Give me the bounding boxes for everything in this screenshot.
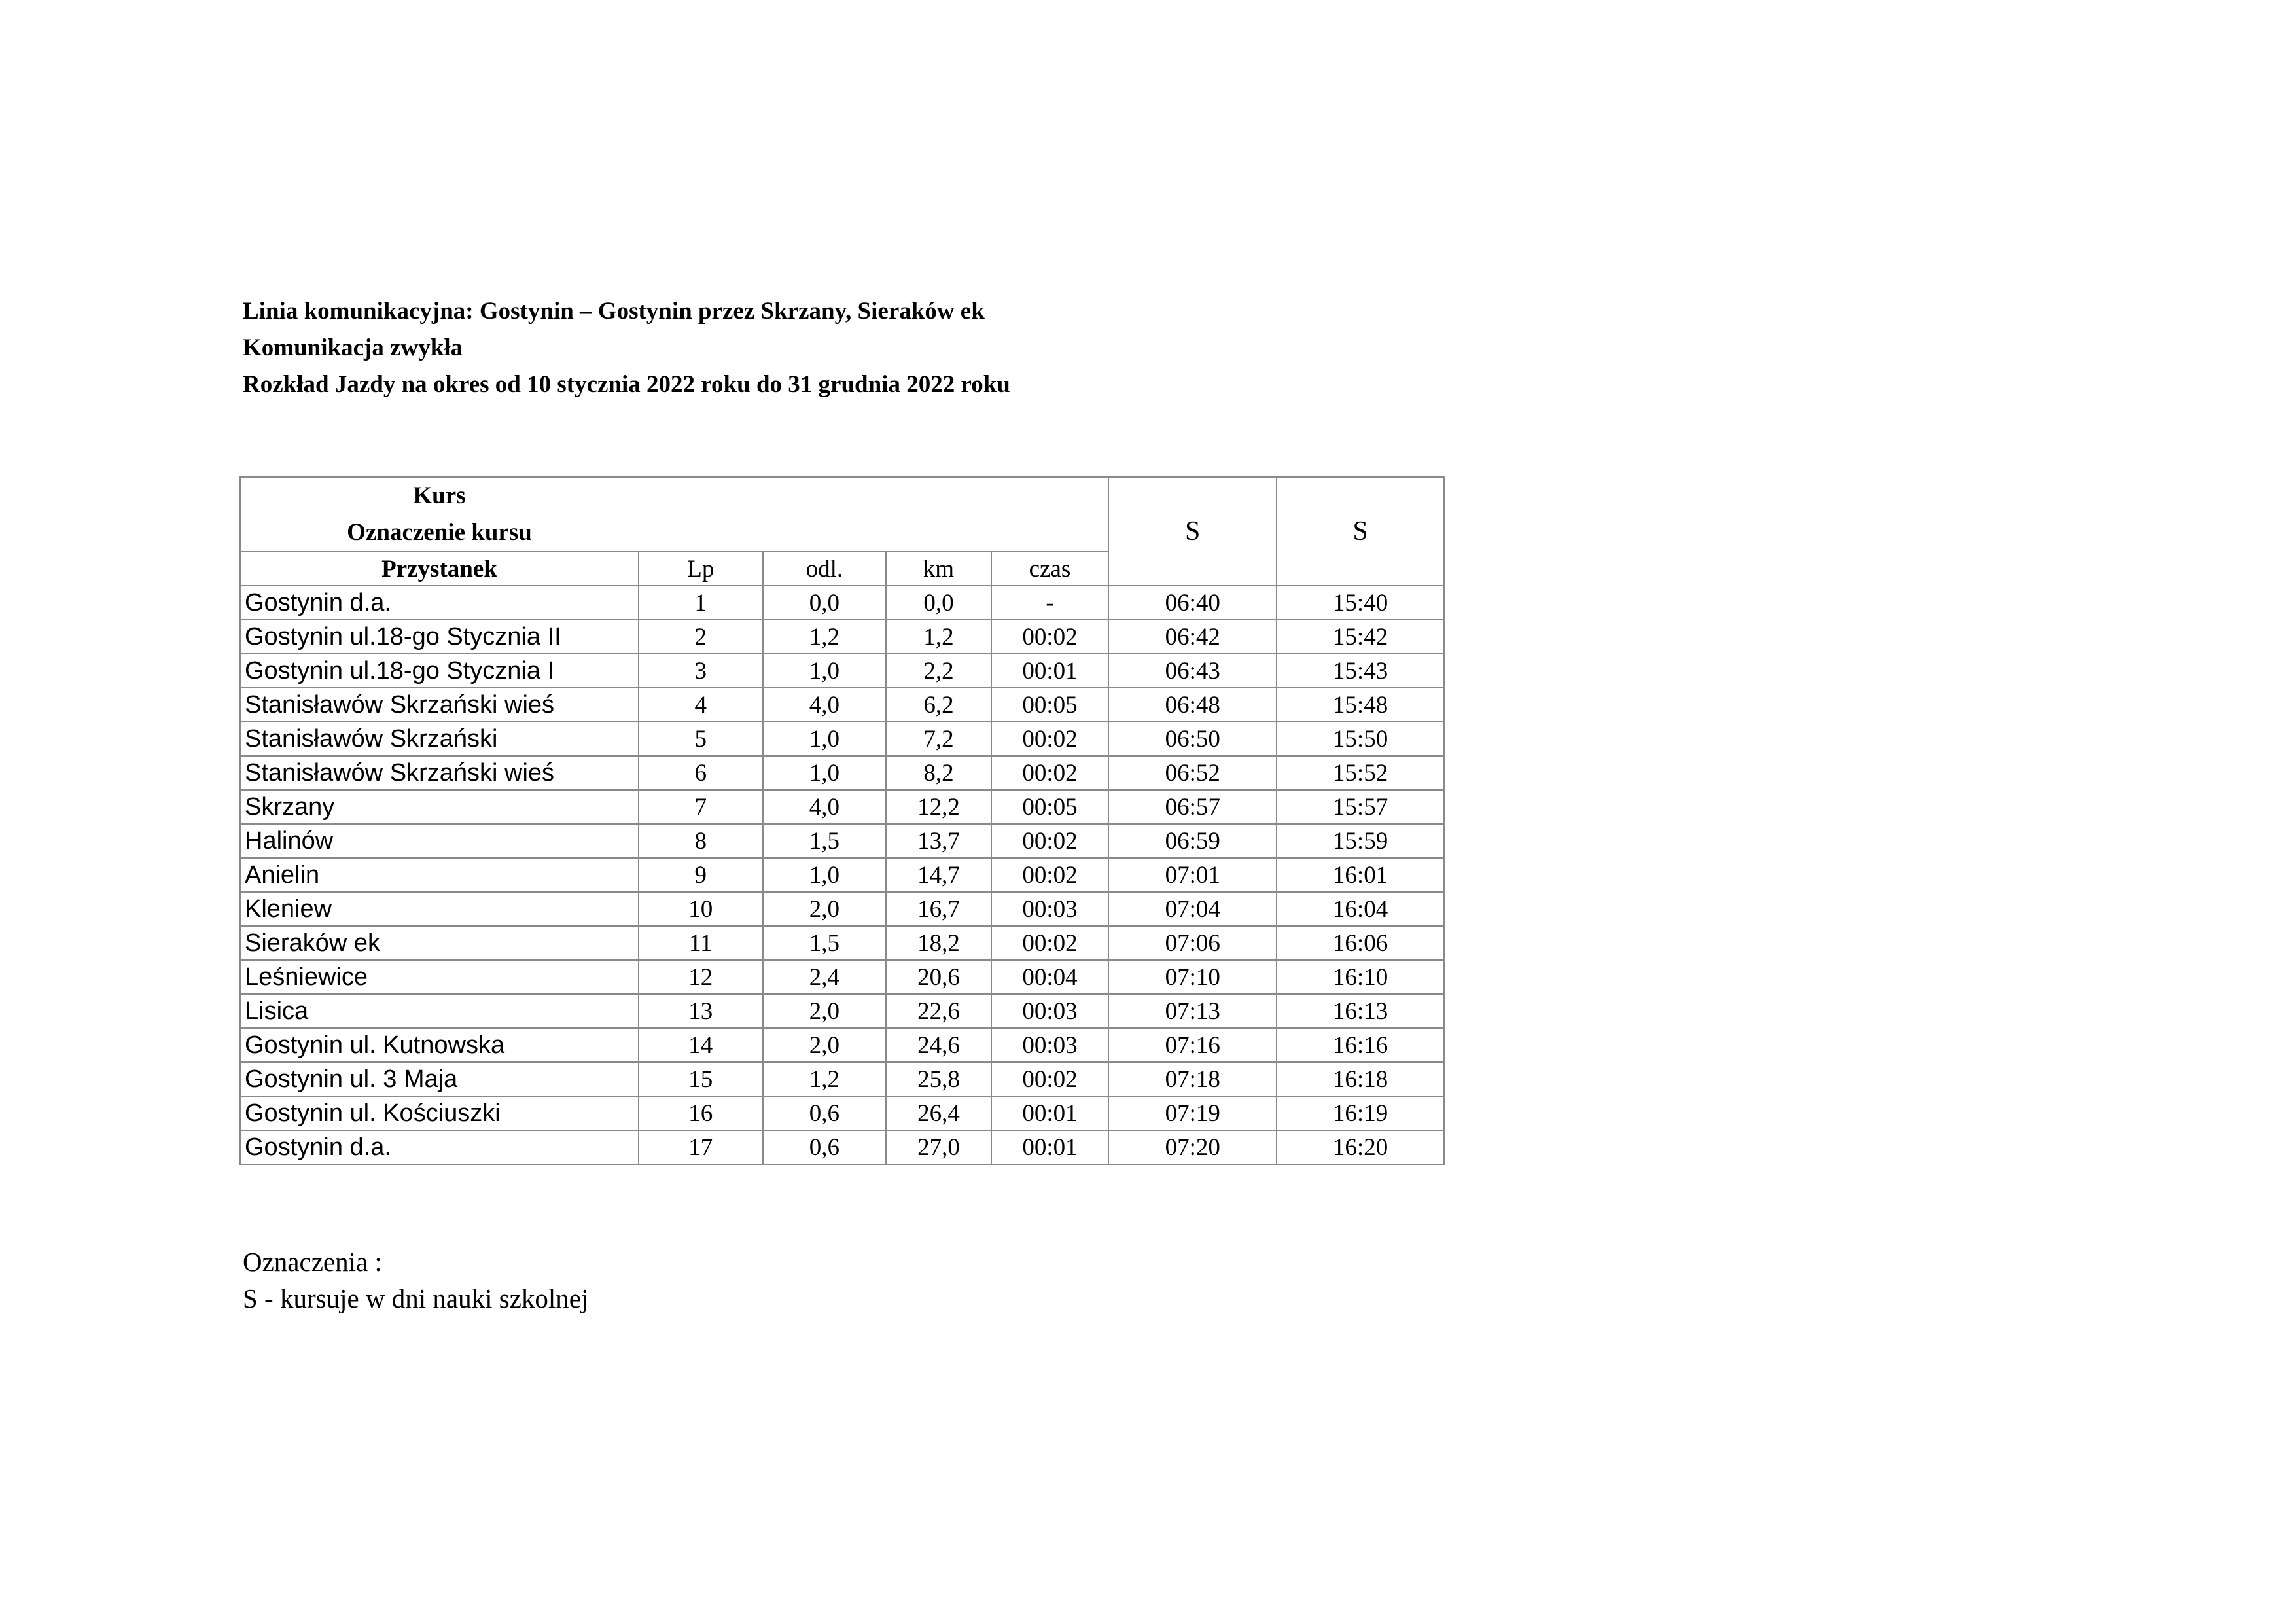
stop-name: Gostynin d.a. [240, 1130, 639, 1164]
stop-km: 7,2 [886, 722, 991, 756]
course-2-time: 16:16 [1277, 1028, 1444, 1062]
validity-period: Rozkład Jazdy na okres od 10 stycznia 2022 roku do 31 grudnia 2022 roku [243, 371, 1010, 398]
stop-lp: 7 [639, 790, 763, 824]
stop-name: Skrzany [240, 790, 639, 824]
stop-distance: 2,0 [763, 892, 887, 926]
stop-time-delta: 00:02 [991, 824, 1109, 858]
stop-lp: 15 [639, 1062, 763, 1096]
legend-item-s: S - kursuje w dni nauki szkolnej [243, 1283, 589, 1313]
stop-distance: 2,4 [763, 960, 887, 994]
stop-distance: 1,0 [763, 756, 887, 790]
course-2-time: 15:40 [1277, 586, 1444, 620]
stop-lp: 3 [639, 654, 763, 688]
kurs-label: Kurs [413, 482, 466, 509]
stop-km: 26,4 [886, 1096, 991, 1130]
stop-distance: 1,0 [763, 722, 887, 756]
course-2-time: 16:19 [1277, 1096, 1444, 1130]
stop-lp: 1 [639, 586, 763, 620]
table-row [240, 1130, 1444, 1164]
table-row [240, 722, 1444, 756]
stop-km: 2,2 [886, 654, 991, 688]
stop-time-delta: 00:01 [991, 654, 1109, 688]
stop-lp: 9 [639, 858, 763, 892]
course-2-time: 15:42 [1277, 620, 1444, 654]
table-row [240, 1062, 1444, 1096]
table-row [240, 926, 1444, 960]
stop-name: Leśniewice [240, 960, 639, 994]
stop-km: 27,0 [886, 1130, 991, 1164]
stop-time-delta: 00:02 [991, 620, 1109, 654]
oznaczenie-label: Oznaczenie kursu [347, 519, 532, 546]
course-1-time: 07:19 [1108, 1096, 1277, 1130]
course-2-time: 16:20 [1277, 1130, 1444, 1164]
table-row [240, 824, 1444, 858]
stop-km: 20,6 [886, 960, 991, 994]
course-1-time: 07:18 [1108, 1062, 1277, 1096]
stop-lp: 10 [639, 892, 763, 926]
table-row [240, 620, 1444, 654]
stop-distance: 1,5 [763, 926, 887, 960]
col-header-odl: odl. [763, 552, 887, 586]
course-1-time: 06:43 [1108, 654, 1277, 688]
stop-lp: 17 [639, 1130, 763, 1164]
stop-lp: 2 [639, 620, 763, 654]
stop-distance: 1,2 [763, 1062, 887, 1096]
course-1-time: 07:13 [1108, 994, 1277, 1028]
stop-time-delta: 00:02 [991, 1062, 1109, 1096]
stop-name: Sieraków ek [240, 926, 639, 960]
table-row [240, 858, 1444, 892]
stop-lp: 14 [639, 1028, 763, 1062]
stop-time-delta: 00:02 [991, 926, 1109, 960]
course-1-time: 07:06 [1108, 926, 1277, 960]
stop-km: 18,2 [886, 926, 991, 960]
document-header [243, 293, 1421, 403]
table-row [240, 756, 1444, 790]
stop-name: Stanisławów Skrzański [240, 722, 639, 756]
header-row-kurs [240, 477, 1444, 552]
table-row [240, 688, 1444, 722]
stop-distance: 1,0 [763, 858, 887, 892]
table-row [240, 586, 1444, 620]
stop-name: Kleniew [240, 892, 639, 926]
course-1-time: 06:40 [1108, 586, 1277, 620]
stop-time-delta: 00:02 [991, 722, 1109, 756]
course-2-time: 16:18 [1277, 1062, 1444, 1096]
stop-km: 12,2 [886, 790, 991, 824]
stop-name: Gostynin d.a. [240, 586, 639, 620]
kurs-header-cell [240, 477, 1108, 552]
course-2-time: 16:06 [1277, 926, 1444, 960]
table-row [240, 960, 1444, 994]
course-1-code: S [1108, 477, 1277, 586]
stop-lp: 6 [639, 756, 763, 790]
table-row [240, 790, 1444, 824]
table-row [240, 994, 1444, 1028]
course-2-time: 15:52 [1277, 756, 1444, 790]
stop-km: 25,8 [886, 1062, 991, 1096]
stop-km: 8,2 [886, 756, 991, 790]
course-1-time: 07:04 [1108, 892, 1277, 926]
stop-distance: 0,6 [763, 1130, 887, 1164]
stop-distance: 1,2 [763, 620, 887, 654]
stop-name: Halinów [240, 824, 639, 858]
course-1-time: 07:01 [1108, 858, 1277, 892]
stop-distance: 1,5 [763, 824, 887, 858]
course-1-time: 07:20 [1108, 1130, 1277, 1164]
stop-lp: 5 [639, 722, 763, 756]
stop-lp: 8 [639, 824, 763, 858]
stop-name: Gostynin ul. Kościuszki [240, 1096, 639, 1130]
stop-name: Gostynin ul. 3 Maja [240, 1062, 639, 1096]
course-1-time: 06:57 [1108, 790, 1277, 824]
course-1-time: 06:50 [1108, 722, 1277, 756]
course-2-time: 16:13 [1277, 994, 1444, 1028]
stop-distance: 2,0 [763, 994, 887, 1028]
stop-time-delta: 00:02 [991, 756, 1109, 790]
stop-time-delta: 00:03 [991, 892, 1109, 926]
stop-distance: 1,0 [763, 654, 887, 688]
stop-time-delta: 00:05 [991, 790, 1109, 824]
stop-lp: 13 [639, 994, 763, 1028]
col-header-lp: Lp [639, 552, 763, 586]
course-2-time: 15:43 [1277, 654, 1444, 688]
course-1-time: 06:52 [1108, 756, 1277, 790]
stop-km: 14,7 [886, 858, 991, 892]
stop-distance: 2,0 [763, 1028, 887, 1062]
stop-name: Stanisławów Skrzański wieś [240, 688, 639, 722]
stop-time-delta: 00:02 [991, 858, 1109, 892]
col-header-km: km [886, 552, 991, 586]
course-1-time: 07:16 [1108, 1028, 1277, 1062]
stop-lp: 11 [639, 926, 763, 960]
stop-distance: 0,6 [763, 1096, 887, 1130]
table-row [240, 1028, 1444, 1062]
course-2-time: 16:10 [1277, 960, 1444, 994]
stop-lp: 16 [639, 1096, 763, 1130]
course-2-time: 15:59 [1277, 824, 1444, 858]
course-2-time: 15:50 [1277, 722, 1444, 756]
course-1-time: 06:48 [1108, 688, 1277, 722]
stop-distance: 4,0 [763, 688, 887, 722]
timetable [239, 476, 1445, 1165]
stop-name: Gostynin ul.18-go Stycznia II [240, 620, 639, 654]
stop-km: 6,2 [886, 688, 991, 722]
table-row [240, 1096, 1444, 1130]
stop-time-delta: 00:04 [991, 960, 1109, 994]
table-row [240, 654, 1444, 688]
stop-time-delta: 00:01 [991, 1130, 1109, 1164]
table-row [240, 892, 1444, 926]
communication-type: Komunikacja zwykła [243, 334, 463, 361]
course-2-time: 15:57 [1277, 790, 1444, 824]
col-header-przystanek: Przystanek [240, 552, 639, 586]
course-1-time: 07:10 [1108, 960, 1277, 994]
stop-km: 1,2 [886, 620, 991, 654]
legend [243, 1243, 588, 1317]
stop-name: Lisica [240, 994, 639, 1028]
stop-name: Anielin [240, 858, 639, 892]
stop-time-delta: 00:05 [991, 688, 1109, 722]
stop-km: 0,0 [886, 586, 991, 620]
stop-distance: 0,0 [763, 586, 887, 620]
stop-name: Gostynin ul. Kutnowska [240, 1028, 639, 1062]
stop-lp: 4 [639, 688, 763, 722]
stop-km: 22,6 [886, 994, 991, 1028]
line-title: Linia komunikacyjna: Gostynin – Gostynin przez Skrzany, Sieraków ek [243, 298, 985, 325]
course-2-time: 15:48 [1277, 688, 1444, 722]
stop-km: 13,7 [886, 824, 991, 858]
col-header-czas: czas [991, 552, 1109, 586]
stop-lp: 12 [639, 960, 763, 994]
stop-name: Stanisławów Skrzański wieś [240, 756, 639, 790]
stop-time-delta: 00:03 [991, 994, 1109, 1028]
course-1-time: 06:42 [1108, 620, 1277, 654]
stop-time-delta: - [991, 586, 1109, 620]
stop-km: 16,7 [886, 892, 991, 926]
stop-distance: 4,0 [763, 790, 887, 824]
stop-time-delta: 00:03 [991, 1028, 1109, 1062]
course-2-code: S [1277, 477, 1444, 586]
course-2-time: 16:04 [1277, 892, 1444, 926]
stop-time-delta: 00:01 [991, 1096, 1109, 1130]
stop-km: 24,6 [886, 1028, 991, 1062]
course-2-time: 16:01 [1277, 858, 1444, 892]
stop-name: Gostynin ul.18-go Stycznia I [240, 654, 639, 688]
course-1-time: 06:59 [1108, 824, 1277, 858]
legend-title: Oznaczenia : [243, 1247, 382, 1277]
